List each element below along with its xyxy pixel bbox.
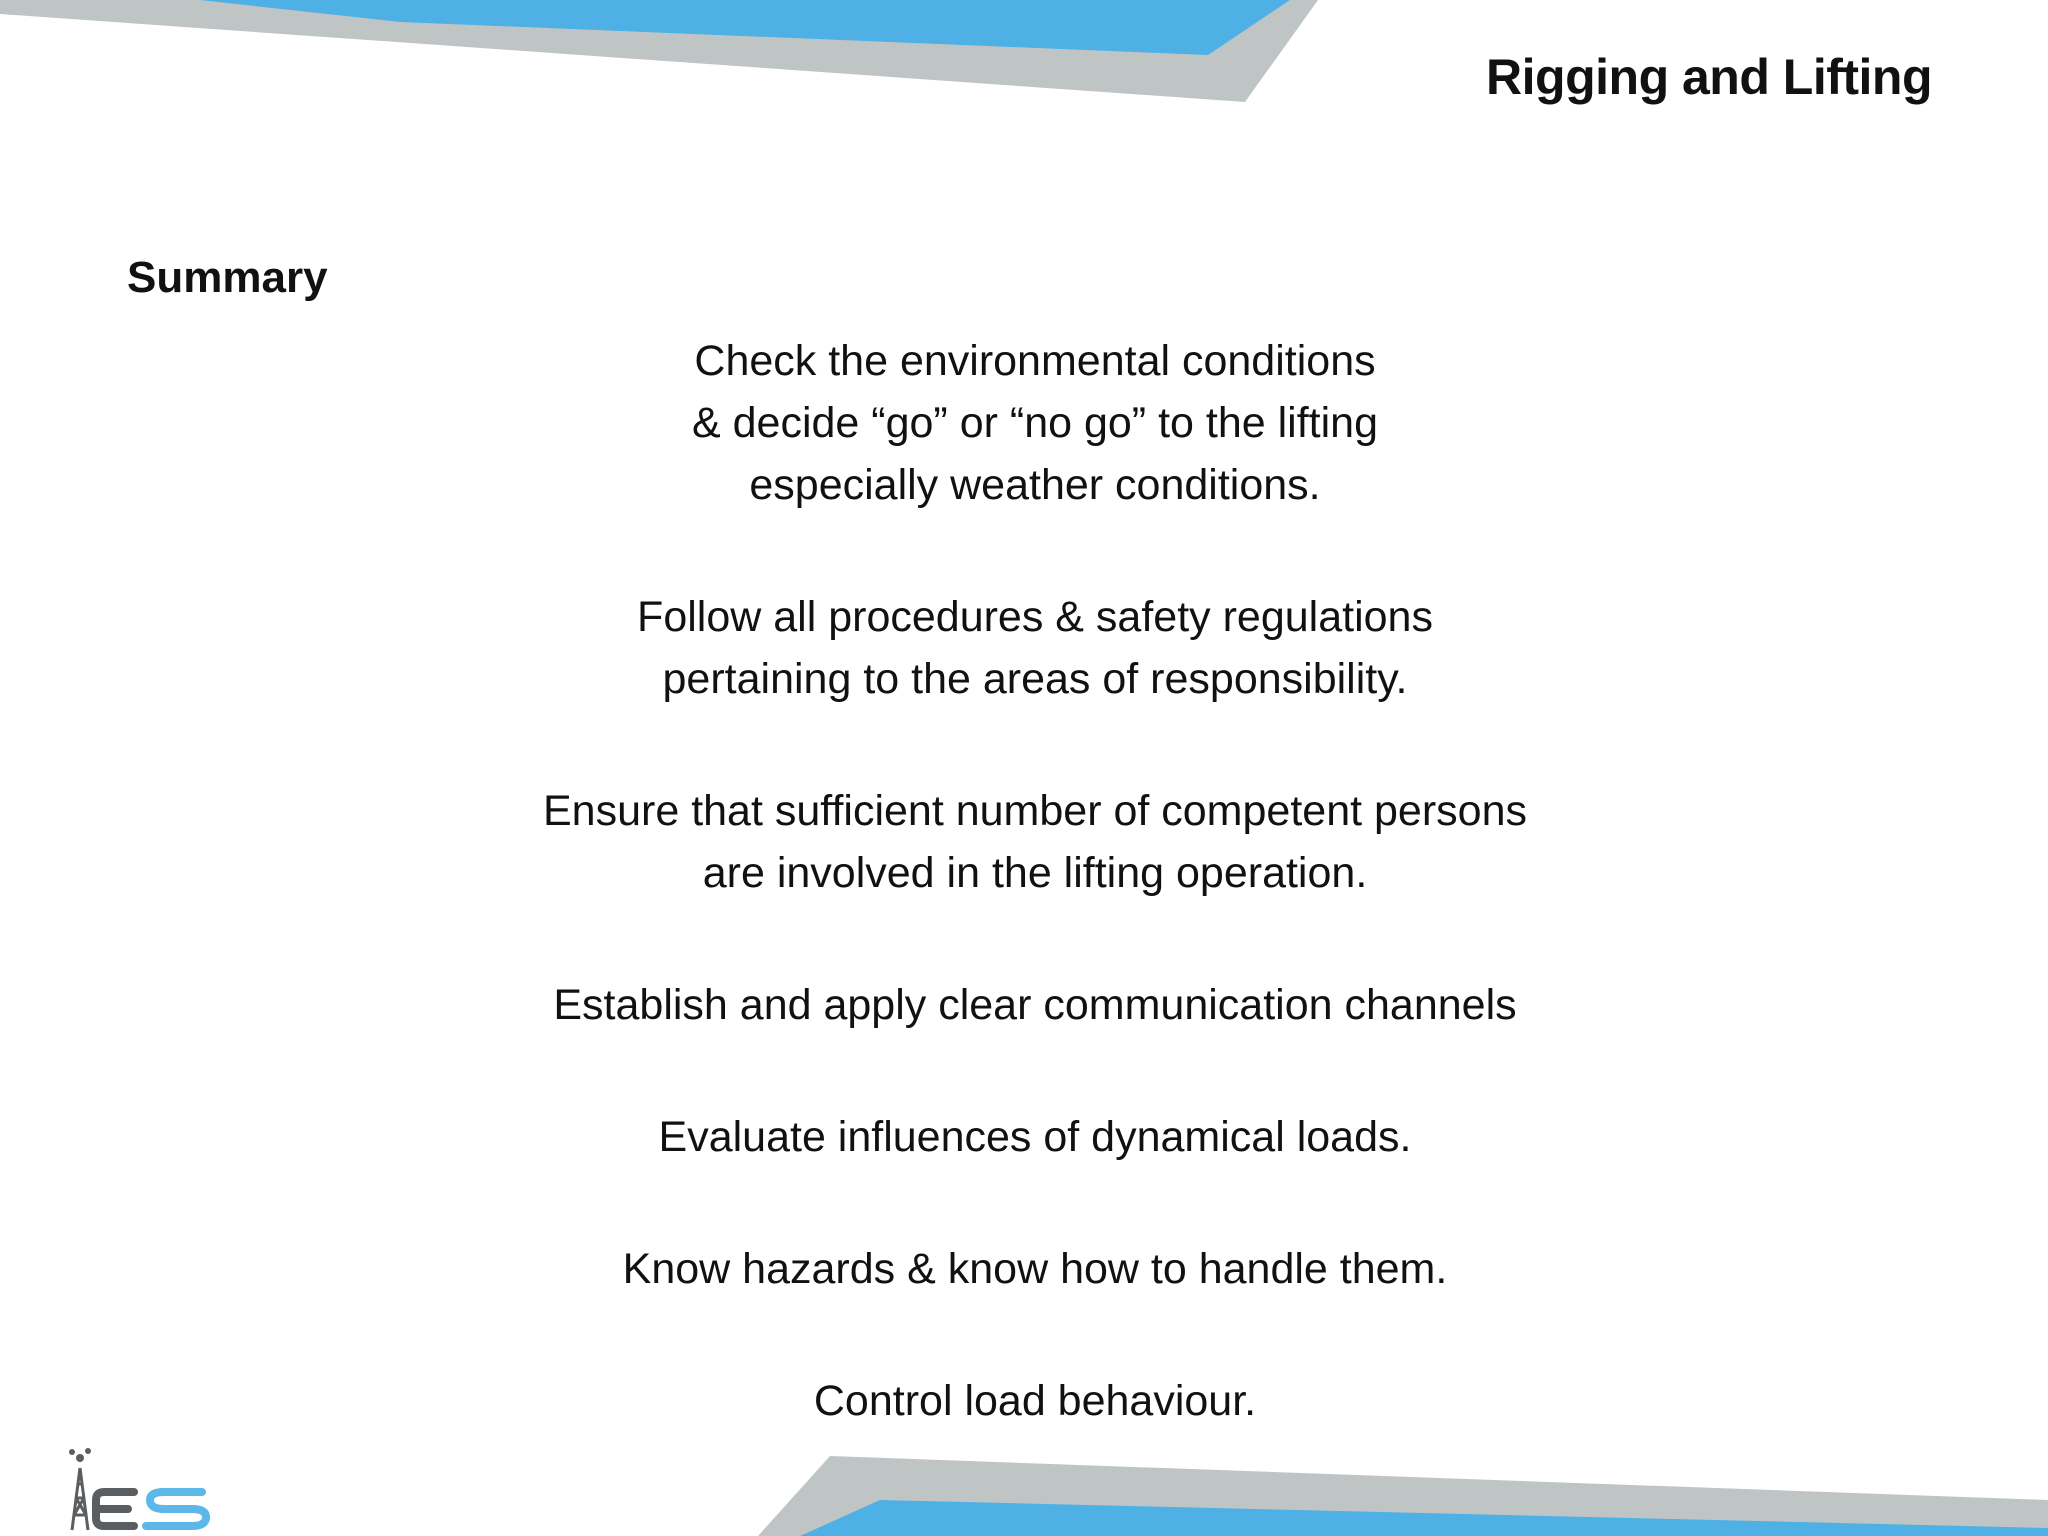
summary-line: especially weather conditions. (749, 461, 1321, 509)
summary-line: Control load behaviour. (813, 1377, 1257, 1425)
logo-text: ES (64, 1440, 66, 1441)
derrick-drop (85, 1448, 91, 1454)
summary-line: Check the environmental conditions (694, 337, 1376, 385)
summary-line: & decide “go” or “no go” to the lifting (692, 399, 1378, 447)
summary-item (290, 330, 1780, 516)
logo-letter-e (96, 1492, 134, 1526)
derrick-icon (72, 1468, 88, 1530)
summary-item (290, 1106, 1780, 1168)
summary-item (290, 974, 1780, 1036)
derrick-drop (76, 1454, 84, 1462)
summary-item (290, 1238, 1780, 1300)
summary-line: are involved in the lifting operation. (702, 849, 1368, 897)
summary-item (290, 780, 1780, 904)
summary-line: Establish and apply clear communication channels (553, 981, 1517, 1029)
section-heading: Summary (127, 253, 328, 302)
summary-line: pertaining to the areas of responsibility. (662, 655, 1408, 703)
company-logo (64, 1440, 214, 1536)
summary-line: Follow all procedures & safety regulations (637, 593, 1433, 641)
summary-list (290, 330, 1780, 1502)
summary-line: Know hazards & know how to handle them. (622, 1245, 1448, 1293)
summary-line: Ensure that sufficient number of competent persons (543, 787, 1527, 835)
slide-title: Rigging and Lifting (1486, 49, 1932, 105)
summary-item (290, 1370, 1780, 1432)
derrick-drop (69, 1449, 75, 1455)
summary-line: Evaluate influences of dynamical loads. (658, 1113, 1412, 1161)
summary-item (290, 586, 1780, 710)
logo-letter-s (146, 1492, 206, 1526)
